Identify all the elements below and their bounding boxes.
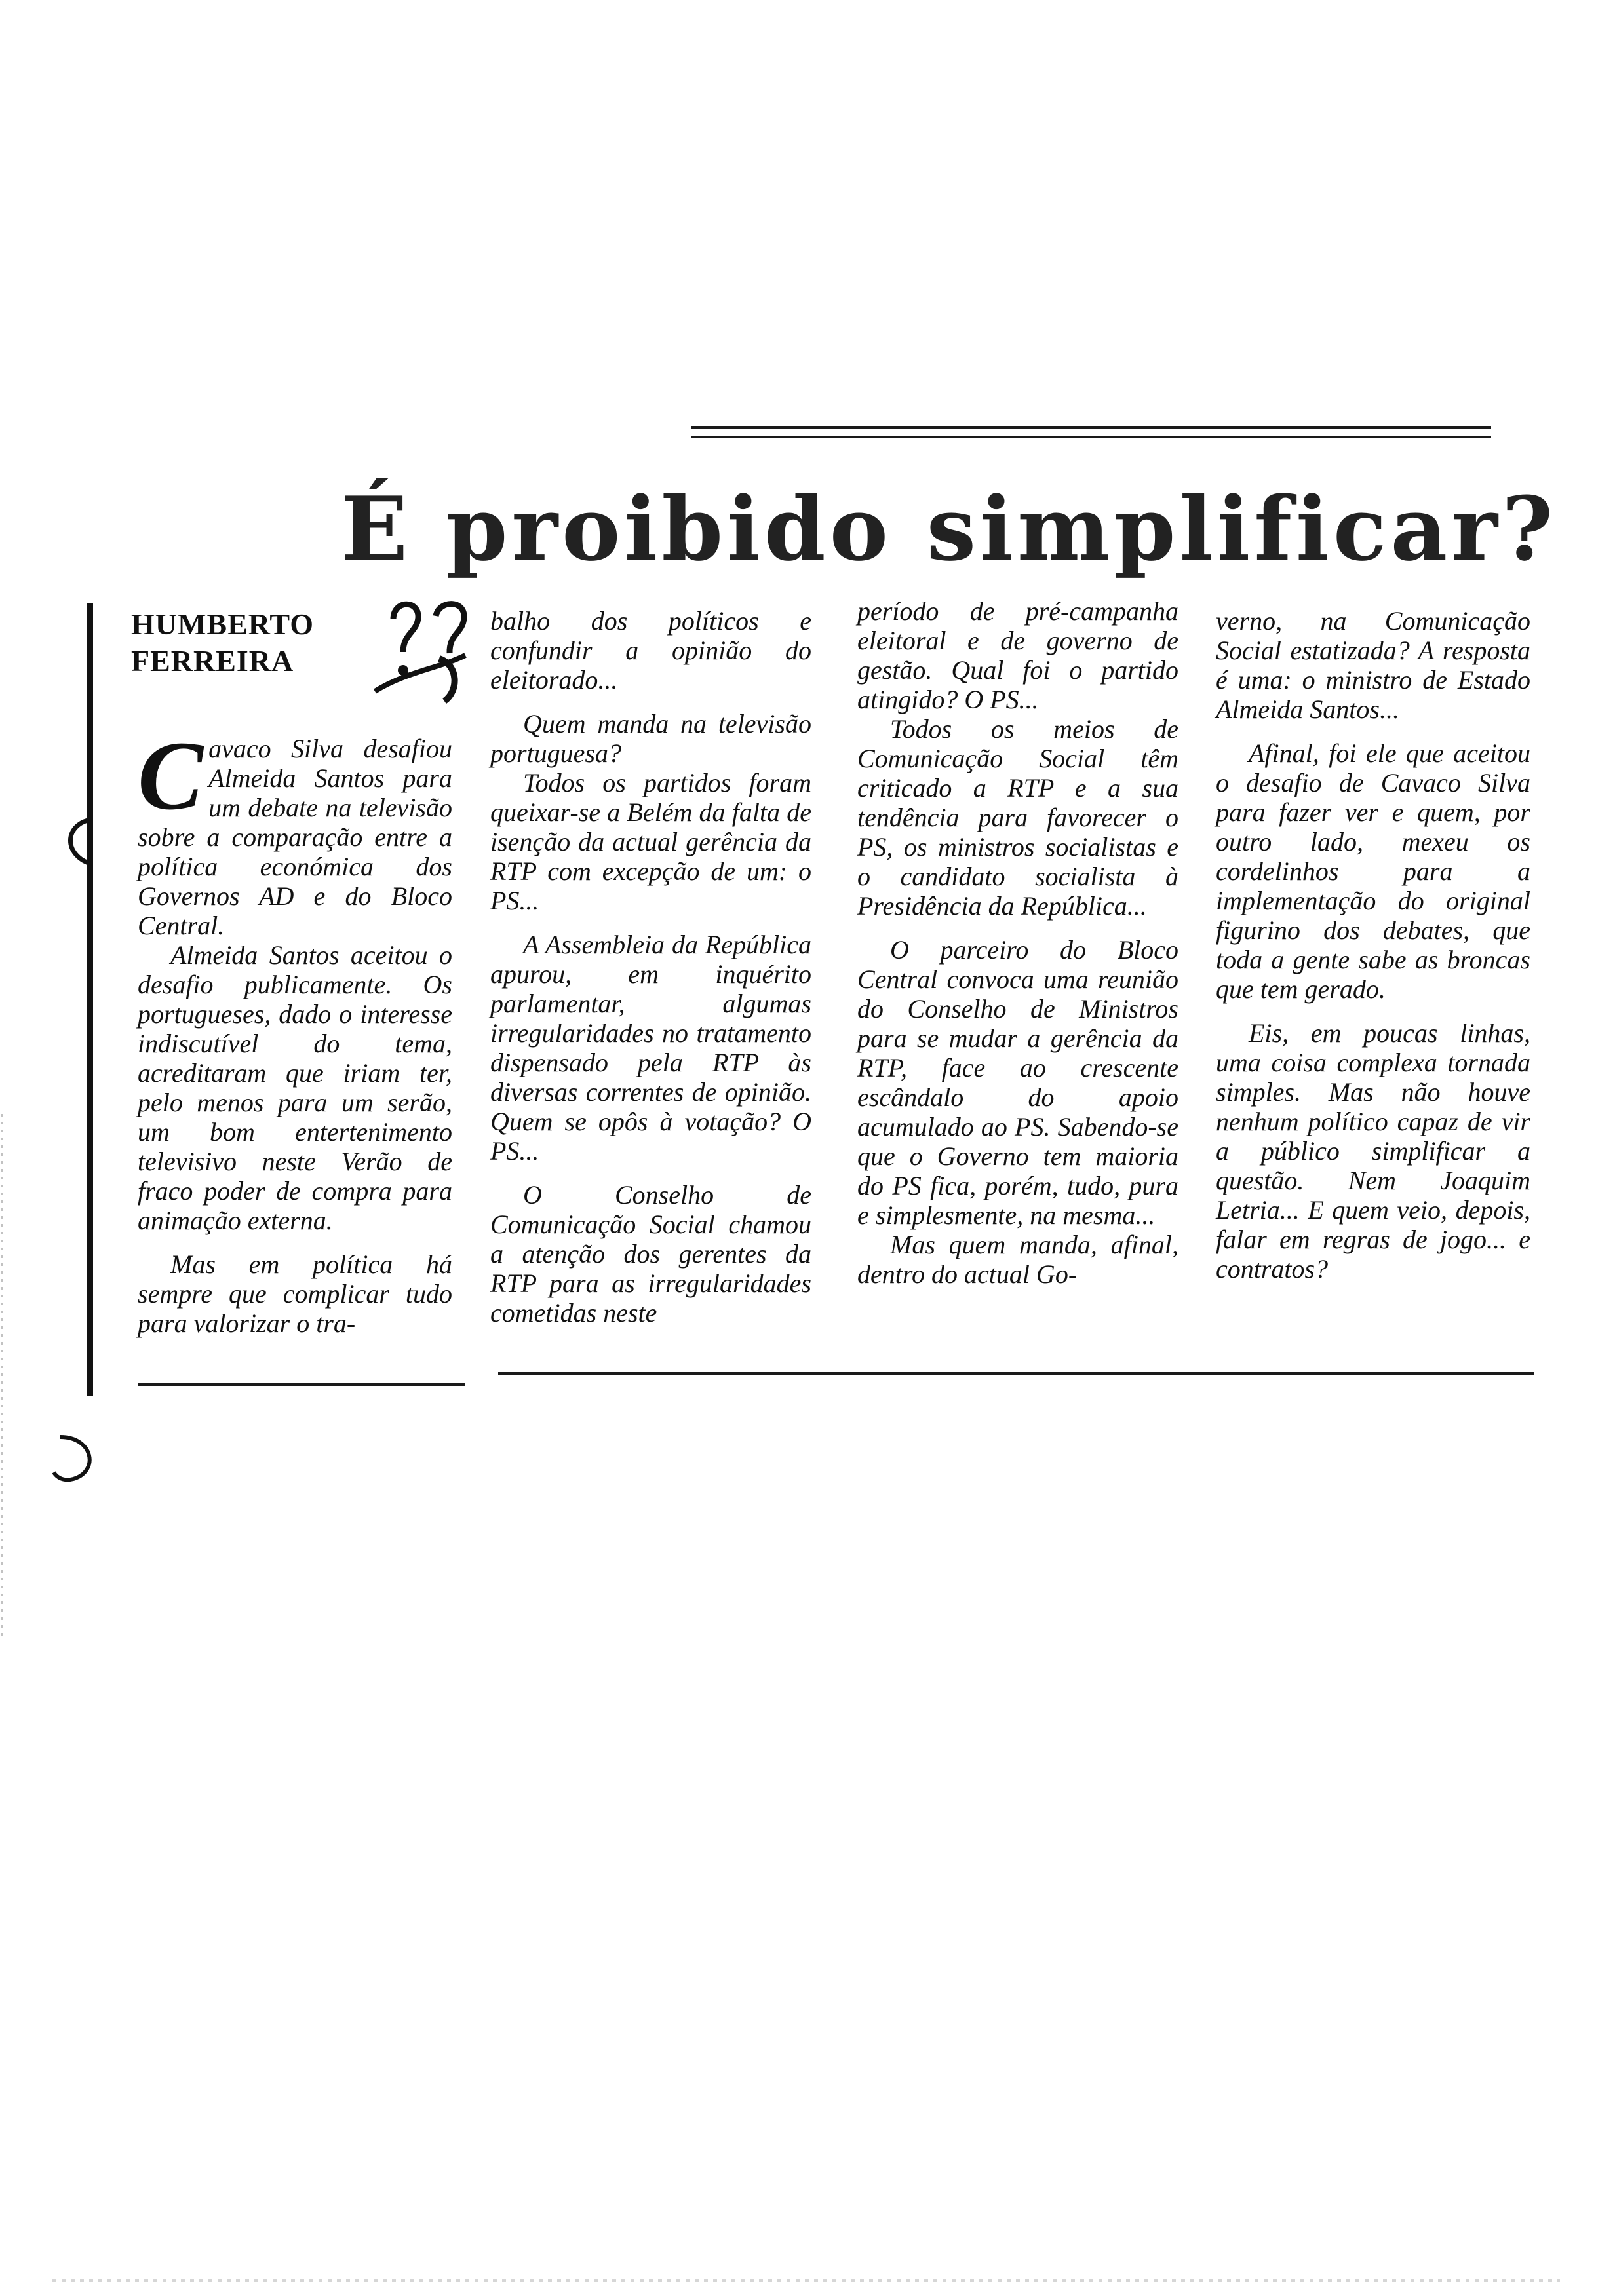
scan-noise-edge bbox=[1, 1114, 3, 1638]
paragraph-13: verno, na Comunicação Social estatizada? A resposta é uma: o ministro de Estado Almeida Santos... bbox=[1216, 606, 1530, 724]
paragraph-1-text: avaco Silva desafiou Almeida Santos para um debate na televisão sobre a comparação entre a política económica dos Governos AD e do Bloco Central. bbox=[138, 734, 452, 940]
column-rule-bottom-left bbox=[138, 1383, 465, 1386]
paragraph-9: período de pré-campanha eleitoral e de governo de gestão. Qual foi o partido atingido? O PS... bbox=[857, 596, 1178, 714]
article-column-1 bbox=[138, 721, 452, 1338]
paragraph-3: Mas em política há sempre que complicar tudo para valorizar o tra- bbox=[138, 1250, 452, 1338]
paragraph-8: O Conselho de Comunicação Social chamou a atenção dos gerentes da RTP para as irregularidades cometidas neste bbox=[490, 1180, 811, 1328]
paragraph-1 bbox=[138, 721, 452, 940]
dropcap: C bbox=[138, 721, 204, 830]
byline-first-name: HUMBERTO bbox=[131, 607, 315, 641]
byline bbox=[131, 606, 406, 679]
byline-last-name: FERREIRA bbox=[131, 644, 294, 678]
paragraph-14: Afinal, foi ele que aceitou o desafio de Cavaco Silva para fazer ver e quem, por outro lado, mexeu os cordelinhos para a implementação do original figurino dos debates, que toda a gente sabe as broncas que tem gerado. bbox=[1216, 738, 1530, 1004]
paragraph-2: Almeida Santos aceitou o desafio publicamente. Os portugueses, dado o interesse indiscutível do tema, acreditaram que iriam ter, pelo menos para um serão, um bom entertenimento televisivo neste Verão de fraco poder de compra para animação externa. bbox=[138, 940, 452, 1235]
paragraph-10: Todos os meios de Comunicação Social têm criticado a RTP e a sua tendência para favorecer o PS, os ministros socialistas e o candidato socialista à Presidência da República... bbox=[857, 714, 1178, 921]
paragraph-15: Eis, em poucas linhas, uma coisa complexa tornada simples. Mas não houve nenhum político capaz de vir a público simplificar a questão. Nem Joaquim Letria... E quem veio, depois, falar em regras de jogo... e contratos? bbox=[1216, 1018, 1530, 1284]
article-column-3 bbox=[857, 596, 1178, 1289]
paragraph-6: Todos os partidos foram queixar-se a Belém da falta de isenção da actual gerência da RTP com excepção de um: o PS... bbox=[490, 768, 811, 915]
paragraph-4: balho dos políticos e confundir a opinião do eleitorado... bbox=[490, 606, 811, 695]
question-marks-flourish bbox=[367, 593, 478, 724]
margin-bracket-mark bbox=[51, 816, 104, 868]
margin-bar bbox=[87, 603, 93, 1396]
article-column-4 bbox=[1216, 606, 1530, 1284]
article-headline: É proibido simplificar? bbox=[341, 477, 1557, 581]
article-column-2 bbox=[490, 606, 811, 1328]
column-rule-bottom-right bbox=[498, 1372, 1534, 1375]
headline-rule-top-thin bbox=[691, 436, 1491, 438]
margin-hole-mark bbox=[47, 1432, 106, 1484]
paragraph-12: Mas quem manda, afinal, dentro do actual Go- bbox=[857, 1230, 1178, 1289]
scan-noise-bottom bbox=[52, 2279, 1560, 2282]
paragraph-7: A Assembleia da República apurou, em inquérito parlamentar, algumas irregularidades no tratamento dispensado pela RTP às diversas correntes de opinião. Quem se opôs à votação? O PS... bbox=[490, 930, 811, 1166]
paragraph-5: Quem manda na televisão portuguesa? bbox=[490, 709, 811, 768]
headline-rule-top bbox=[691, 426, 1491, 429]
paragraph-11: O parceiro do Bloco Central convoca uma reunião do Conselho de Ministros para se mudar a gerência da RTP, face ao crescente escândalo do apoio acumulado ao PS. Sabendo-se que o Governo tem maioria do PS fica, porém, tudo, pura e simplesmente, na mesma... bbox=[857, 935, 1178, 1230]
